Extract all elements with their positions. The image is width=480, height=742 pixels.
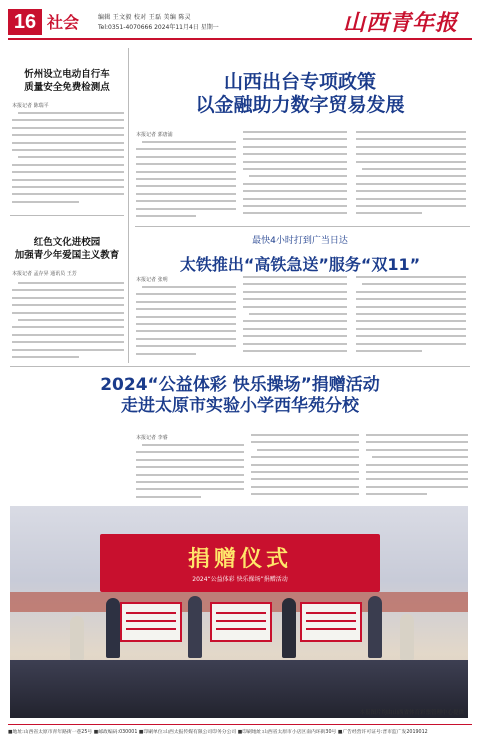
main-headline: 山西出台专项政策 以金融助力数字贸易发展 — [195, 71, 405, 116]
story-byline: 本报记者 孟存昇 通讯员 王芳 — [12, 271, 77, 277]
editors-line: 编辑 王文毅 校对 王磊 美编 陈灵 — [98, 14, 191, 21]
story-headline: 红色文化进校园 加强青少年爱国主义教育 — [14, 237, 120, 261]
header-rule — [8, 38, 472, 40]
article-body — [356, 276, 466, 362]
article-body — [136, 444, 244, 502]
story-kicker: 最快4小时打到广当日达 — [252, 236, 348, 246]
article-body — [243, 131, 347, 223]
article-body — [136, 286, 236, 362]
article-body — [251, 434, 359, 502]
page-number: 16 — [8, 9, 42, 35]
column-divider — [128, 48, 129, 363]
page-header — [0, 0, 480, 44]
story-byline: 本报记者 陈瑞平 — [12, 103, 49, 109]
story-byline: 本报记者 郭唐浦 — [136, 132, 173, 138]
article-body — [136, 141, 236, 223]
article-body — [12, 112, 124, 210]
event-photo — [10, 506, 468, 718]
donation-board — [120, 602, 182, 642]
story-headline: 太铁推出“高铁急送”服务“双11” — [179, 255, 421, 274]
article-body — [356, 131, 466, 223]
story-byline: 本报记者 李睿 — [136, 435, 168, 441]
donation-board — [300, 602, 362, 642]
donation-board — [210, 602, 272, 642]
photo-caption: 本报图片均由山西省体育彩票管理中心提供 — [359, 710, 464, 716]
article-body — [366, 434, 468, 502]
feature-headline: 2024“公益体彩 快乐操场”捐赠活动 走进太原市实验小学西华苑分校 — [100, 375, 380, 416]
section-divider — [135, 226, 470, 227]
section-divider — [10, 215, 124, 216]
story-headline: 忻州设立电动自行车 质量安全免费检测点 — [24, 69, 110, 93]
article-body — [12, 282, 124, 362]
section-name: 社会 — [47, 13, 80, 32]
footer-rule — [8, 724, 472, 725]
ceremony-banner: 捐赠仪式 2024“公益体彩 快乐操场”捐赠活动 — [100, 534, 380, 592]
masthead-logo: 山西青年报 — [342, 10, 458, 36]
contact-line: Tel:0351-4070666 2024年11月4日 星期一 — [98, 24, 219, 31]
story-byline: 本报记者 张明 — [136, 277, 168, 283]
section-divider — [10, 366, 470, 367]
footer-imprint: ■地址:山西省太原市青年路街一巷25号 ■邮政编码:030001 ■印刷单位:山西太报传媒有限公司印务分公司 ■印刷地址:山西省太原市小店区南内环街30号 ■广告经营许可证号:晋市监广发2019012 — [8, 730, 428, 735]
article-body — [243, 276, 347, 362]
